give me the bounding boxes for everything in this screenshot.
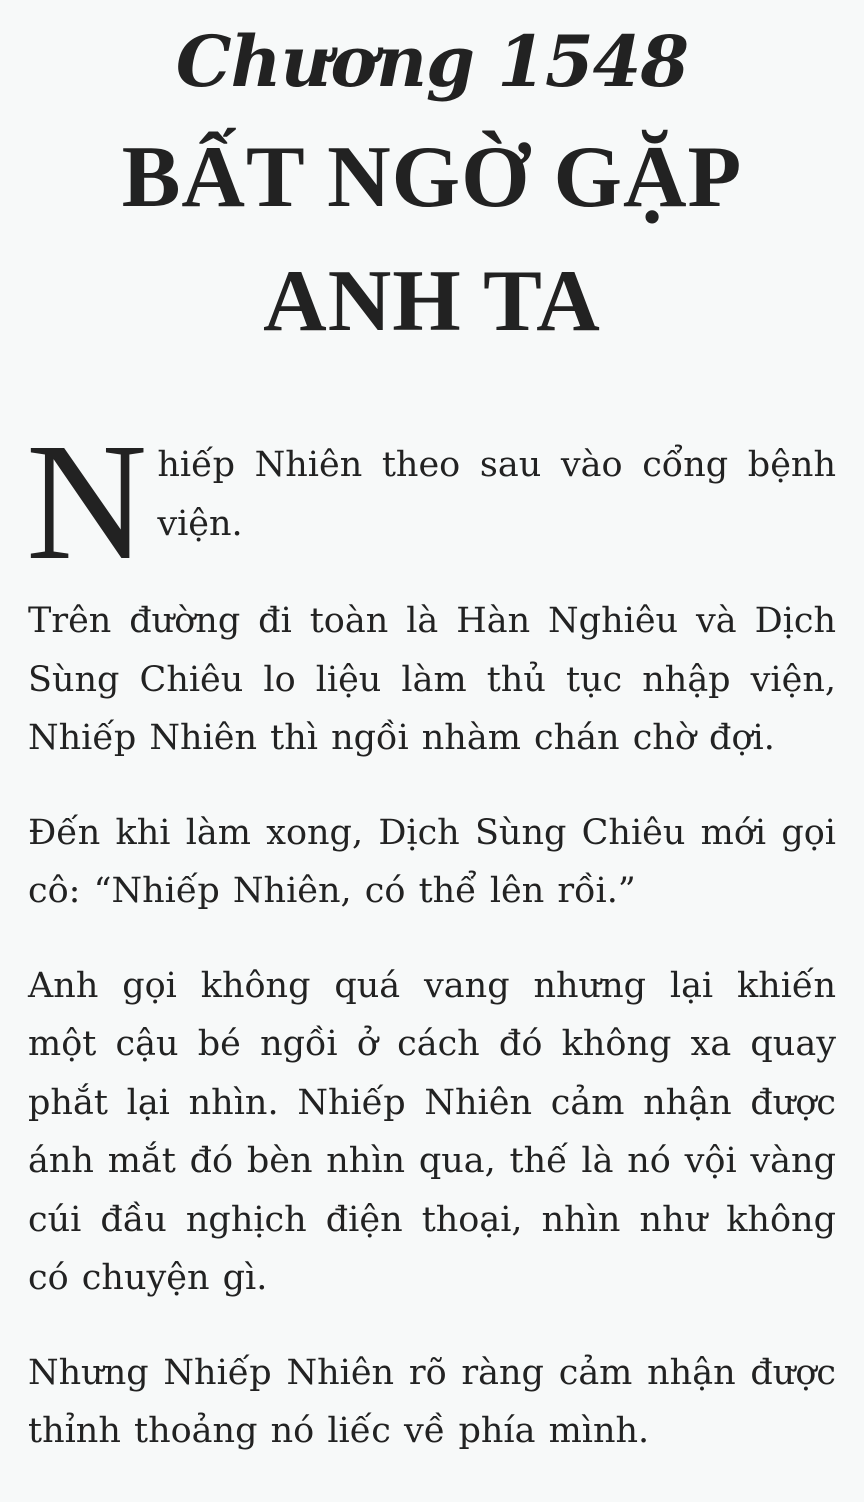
paragraph-3: Đến khi làm xong, Dịch Sùng Chiêu mới gọi cô: “Nhiếp Nhiên, có thể lên rồi.”: [28, 812, 836, 911]
paragraph-4: Anh gọi không quá vang nhưng lại khiến một cậu bé ngồi ở cách đó không xa quay phắt lại nhìn. Nhiếp Nhiên cảm nhận được ánh mắt đó bèn nhìn qua, thế là nó vội vàng cúi đầu nghịch điện thoại, nhìn như không có chuyện gì.: [28, 965, 836, 1298]
chapter-title-line-2: ANH TA: [263, 253, 601, 350]
paragraph-1: [26, 409, 836, 595]
paragraph-2: Trên đường đi toàn là Hàn Nghiêu và Dịch Sùng Chiêu lo liệu làm thủ tục nhập viện, Nhiếp Nhiên thì ngồi nhàm chán chờ đợi.: [28, 601, 836, 758]
chapter-title-line-1: BẤT NGỜ GẶP: [121, 129, 743, 226]
drop-cap: N: [26, 409, 148, 595]
chapter-title: [28, 116, 836, 364]
chapter-content: [26, 409, 836, 1461]
paragraph-1-text: hiếp Nhiên theo sau vào cổng bệnh viện.: [157, 445, 836, 544]
paragraph-5: Nhưng Nhiếp Nhiên rõ ràng cảm nhận được thỉnh thoảng nó liếc về phía mình.: [28, 1352, 836, 1451]
chapter-number: Chương 1548: [175, 20, 689, 103]
